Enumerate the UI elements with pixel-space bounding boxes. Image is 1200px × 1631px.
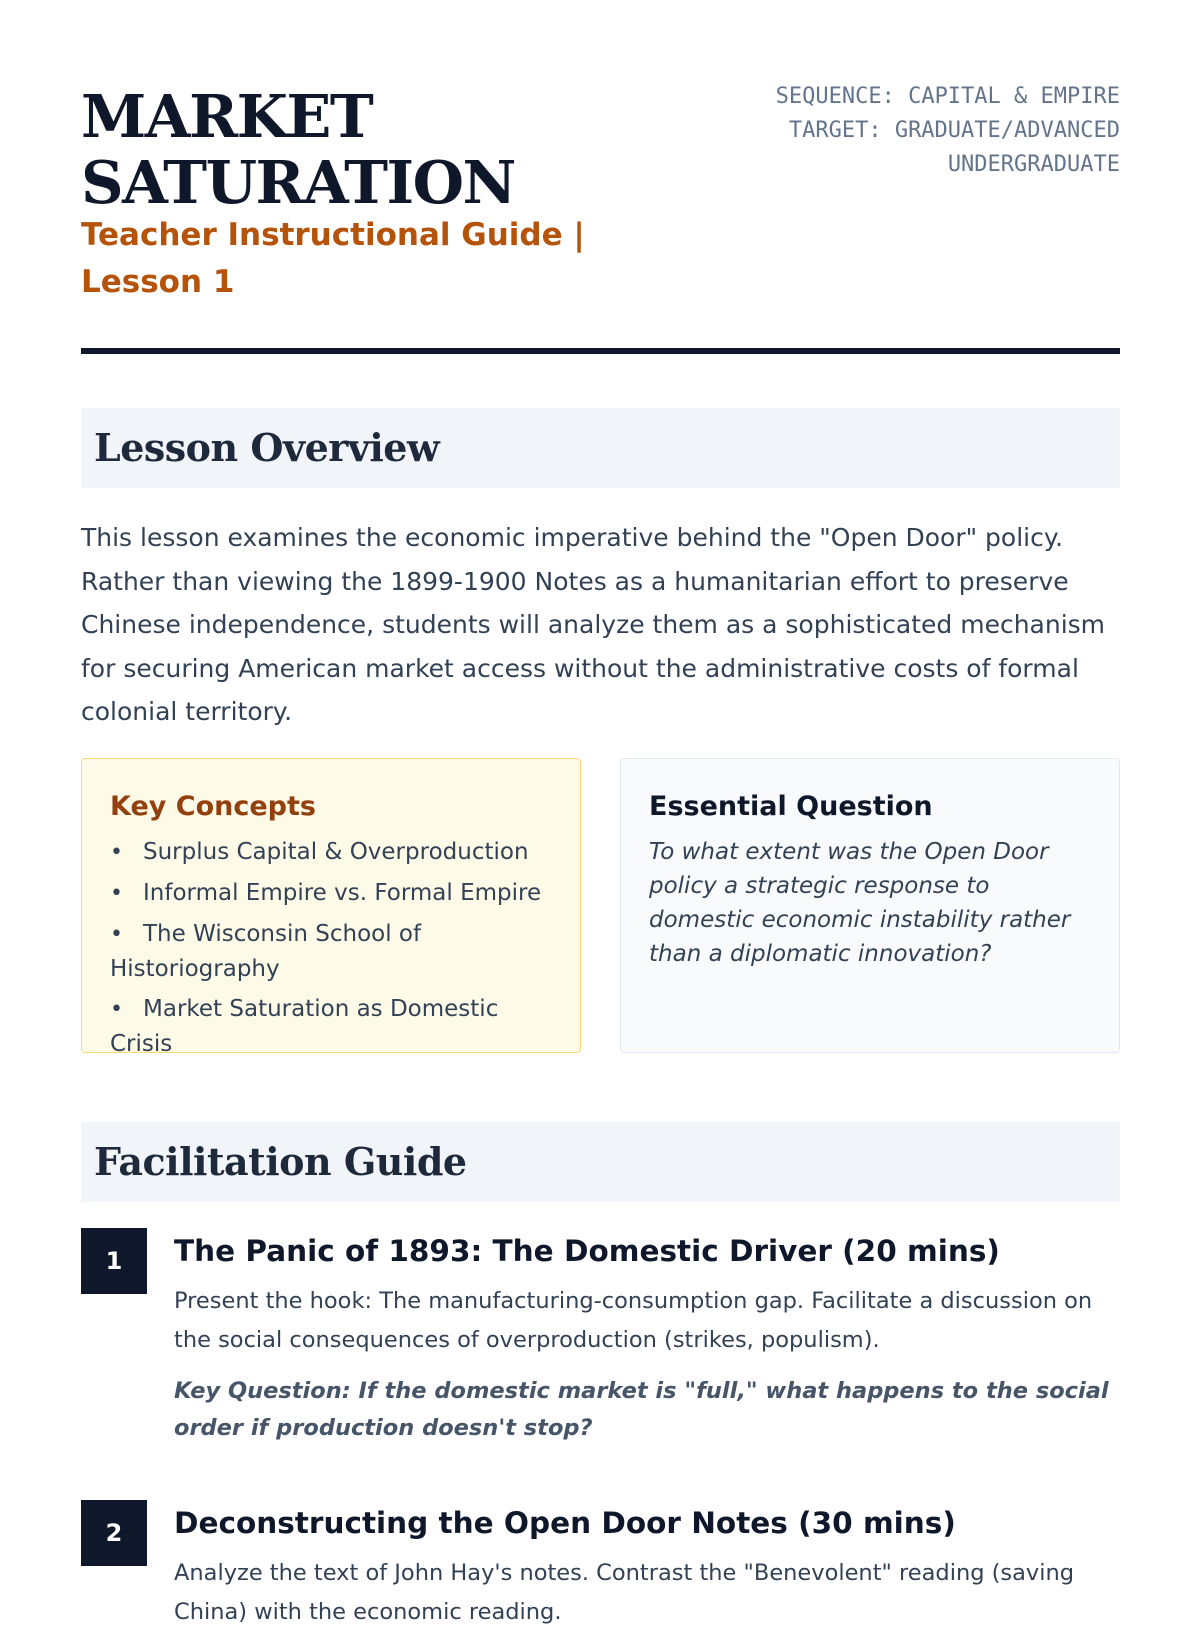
page-subtitle xyxy=(81,212,601,306)
concept-label: The Wisconsin School of Historiography xyxy=(110,921,422,982)
lesson-page xyxy=(81,0,1120,1625)
step-description: Analyze the text of John Hay's notes. Contrast the "Benevolent" reading (saving China) with the economic reading. xyxy=(174,1560,1075,1625)
page-header xyxy=(81,0,1120,360)
key-concepts-box xyxy=(81,758,581,1057)
step-key-question: Key Question: If the domestic market is "full," what happens to the social order if production doesn't stop? xyxy=(174,1378,1109,1441)
header-divider xyxy=(81,348,1120,354)
target-label-line-2: UNDERGRADUATE xyxy=(947,152,1120,177)
title-line-1: MARKET xyxy=(81,82,373,151)
step-content xyxy=(174,1228,1120,1446)
essential-question-heading: Essential Question xyxy=(649,791,933,822)
facilitation-heading: Facilitation Guide xyxy=(81,1122,1120,1202)
step-content xyxy=(174,1500,1120,1631)
list-item xyxy=(110,835,552,870)
bullet-icon: • xyxy=(110,997,123,1022)
step-number-badge: 2 xyxy=(81,1500,147,1566)
subtitle-line-2: Lesson 1 xyxy=(81,264,235,300)
list-item xyxy=(110,876,552,911)
target-label-line-1: TARGET: GRADUATE/ADVANCED xyxy=(788,118,1120,143)
step-title: Deconstructing the Open Door Notes (30 mins) xyxy=(174,1506,956,1540)
concept-label: Informal Empire vs. Formal Empire xyxy=(143,880,542,906)
title-line-2: SATURATION xyxy=(81,148,515,217)
step-number-badge: 1 xyxy=(81,1228,147,1294)
key-concepts-heading: Key Concepts xyxy=(110,791,316,822)
step-title: The Panic of 1893: The Domestic Driver (20 mins) xyxy=(174,1234,1000,1268)
bullet-icon: • xyxy=(110,840,123,865)
concept-label: Market Saturation as Domestic Crisis xyxy=(110,996,499,1057)
bullet-icon: • xyxy=(110,881,123,906)
sequence-meta xyxy=(700,80,1120,182)
essential-question-box xyxy=(620,758,1120,1053)
key-concepts-list xyxy=(110,835,552,1061)
list-item xyxy=(110,917,552,986)
sequence-label: SEQUENCE: CAPITAL & EMPIRE xyxy=(775,84,1120,109)
essential-question-text: To what extent was the Open Door policy a strategic response to domestic economic instability rather than a diplomatic innovation? xyxy=(649,839,1071,967)
step-description: Present the hook: The manufacturing-consumption gap. Facilitate a discussion on the social consequences of overproduction (strikes, populism). xyxy=(174,1288,1093,1353)
page-title xyxy=(81,84,621,216)
list-item xyxy=(110,992,552,1061)
subtitle-line-1: Teacher Instructional Guide | xyxy=(81,217,585,253)
bullet-icon: • xyxy=(110,922,123,947)
overview-text: This lesson examines the economic imperative behind the "Open Door" policy. Rather than viewing the 1899-1900 Notes as a humanitarian effort to preserve Chinese independence, students will analyze them as a sophisticated mechanism for securing American market access without the administrative costs of formal colonial territory. xyxy=(81,523,1106,726)
concept-label: Surplus Capital & Overproduction xyxy=(143,839,529,865)
overview-heading: Lesson Overview xyxy=(81,408,1120,488)
